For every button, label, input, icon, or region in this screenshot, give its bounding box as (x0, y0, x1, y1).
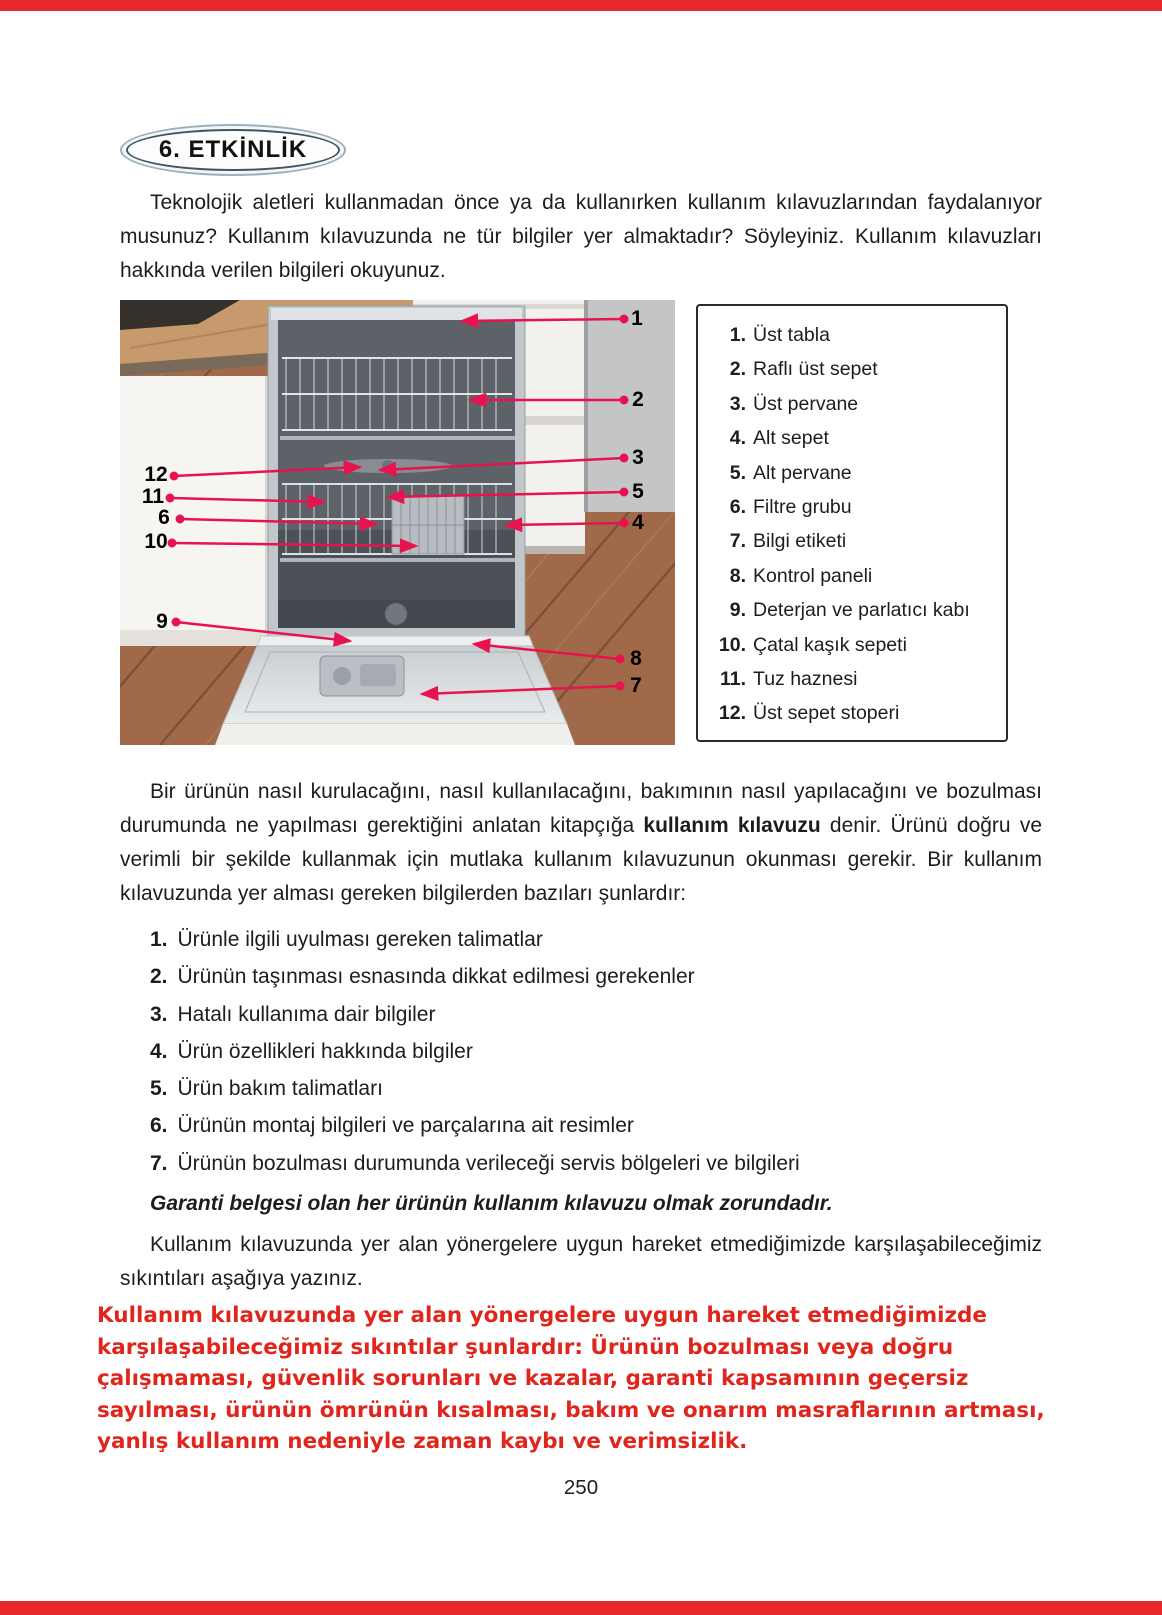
list-number: 7. (150, 1151, 168, 1175)
legend-number: 9. (729, 599, 746, 622)
warranty-emphasis-line: Garanti belgesi olan her ürünün kullanım kılavuzu olmak zorundadır. (150, 1192, 833, 1215)
legend-label: Bilgi etiketi (753, 530, 847, 553)
page-number: 250 (563, 1476, 599, 1499)
legend-item (706, 318, 998, 352)
list-item (150, 1145, 1042, 1182)
legend-number: 1. (729, 324, 746, 346)
callout-number-10: 10 (144, 530, 168, 553)
definition-part2: denir. Ürünü doğru ve verimli bir şekilde kullanmak için mutlaka kullanım kılavuzunun okunması gerekir. Bir kullanım kılavuzunda yer alması gereken bilgilerden bazıları şunlardır: (120, 814, 1042, 905)
legend-item (706, 696, 998, 730)
callout-number-3: 3 (632, 446, 644, 469)
legend-label: Raflı üst sepet (753, 358, 878, 381)
parts-legend (696, 304, 1008, 742)
callout-number-2: 2 (632, 388, 644, 411)
list-text: Ürün özellikleri hakkında bilgiler (177, 1039, 473, 1063)
exercise-prompt: Kullanım kılavuzunda yer alan yönergelere uygun hareket etmediğimizde karşılaşabileceğimiz sıkıntıları aşağıya yazınız. (120, 1233, 1042, 1290)
dishwasher-illustration (120, 300, 675, 745)
legend-number: 2. (729, 358, 746, 381)
callout-number-8: 8 (630, 647, 642, 670)
legend-label: Üst pervane (753, 392, 859, 415)
legend-label: Çatal kaşık sepeti (753, 633, 907, 656)
legend-label: Alt pervane (753, 461, 852, 484)
legend-label: Üst sepet stoperi (753, 702, 900, 725)
legend-label: Tuz haznesi (753, 668, 858, 691)
list-item (150, 958, 1042, 995)
legend-item (706, 524, 998, 558)
legend-number: 3. (729, 392, 746, 415)
list-text: Ürünün taşınması esnasında dikkat edilmesi gerekenler (177, 965, 695, 989)
legend-item (706, 593, 998, 627)
list-item (150, 1070, 1042, 1107)
activity-badge-inner (126, 129, 340, 171)
legend-number: 10. (718, 633, 746, 656)
list-number: 5. (150, 1077, 168, 1101)
callout-number-6: 6 (158, 506, 170, 529)
legend-item (706, 352, 998, 386)
legend-number: 4. (729, 427, 746, 450)
legend-label: Deterjan ve parlatıcı kabı (753, 599, 970, 622)
callout-number-11: 11 (141, 485, 165, 508)
legend-label: Filtre grubu (753, 496, 852, 519)
legend-item (706, 387, 998, 421)
manual-contents-list (150, 921, 1042, 1182)
list-number: 6. (150, 1114, 168, 1138)
list-text: Ürün bakım talimatları (177, 1077, 383, 1101)
dishwasher-figure (120, 300, 1042, 747)
intro-paragraph: Teknolojik aletleri kullanmadan önce ya da kullanırken kullanım kılavuzlarından faydalanıyor musunuz? Kullanım kılavuzunda ne tür bilgiler yer almaktadır? Söyleyiniz. Kullanım kılavuzları hakkında verilen bilgileri okuyunuz. (120, 191, 1042, 282)
legend-item (706, 559, 998, 593)
callout-number-7: 7 (630, 674, 642, 697)
list-number: 4. (150, 1039, 168, 1063)
activity-badge (120, 124, 346, 176)
list-number: 2. (150, 965, 168, 989)
callout-number-4: 4 (632, 511, 644, 534)
activity-badge-label: 6. ETKİNLİK (158, 136, 308, 163)
list-number: 1. (150, 928, 168, 951)
legend-item (706, 628, 998, 662)
definition-part1: Bir ürünün nasıl kurulacağını, nasıl kullanılacağını, bakımının nasıl yapılacağını ve bozulması durumunda ne yapılması gerektiğini anlatan kitapçığa (120, 780, 1042, 837)
callout-number-1: 1 (631, 307, 643, 330)
legend-item (706, 490, 998, 524)
bottom-edge-bar (0, 1601, 1162, 1615)
legend-number: 8. (729, 564, 746, 587)
legend-number: 7. (729, 530, 746, 553)
student-answer-text: Kullanım kılavuzunda yer alan yönergelere uygun hareket etmediğimizde karşılaşabileceğimiz sıkıntılar şunlardır: Ürünün bozulması veya doğru çalışmaması, güvenlik sorunları ve kazalar, garanti kapsamının geçersiz sayılması, ürünün ömrünün kısalması, bakım ve onarım masraflarının artması, yanlış kullanım nedeniyle zaman kaybı ve verimsizlik. (97, 1303, 1045, 1454)
definition-paragraph (120, 775, 1042, 911)
list-item (150, 921, 1042, 958)
list-text: Ürünün bozulması durumunda verileceği servis bölgeleri ve bilgileri (177, 1151, 800, 1175)
legend-number: 11. (719, 668, 746, 691)
legend-number: 12. (718, 702, 746, 725)
legend-item (706, 421, 998, 455)
list-number: 3. (150, 1002, 168, 1026)
legend-label: Üst tabla (753, 324, 830, 346)
callout-number-12: 12 (144, 463, 168, 486)
legend-number: 6. (729, 496, 746, 519)
list-item (150, 996, 1042, 1033)
legend-label: Kontrol paneli (753, 564, 873, 587)
legend-item (706, 456, 998, 490)
list-text: Hatalı kullanıma dair bilgiler (177, 1002, 436, 1026)
legend-number: 5. (729, 461, 746, 484)
top-edge-bar (0, 0, 1162, 11)
list-item (150, 1107, 1042, 1144)
legend-label: Alt sepet (753, 427, 829, 450)
legend-item (706, 662, 998, 696)
dishwasher-photo (120, 300, 675, 745)
callout-number-9: 9 (156, 610, 168, 633)
callout-number-5: 5 (632, 480, 644, 503)
definition-bold-term: kullanım kılavuzu (643, 814, 821, 837)
list-text: Ürünün montaj bilgileri ve parçalarına ait resimler (177, 1114, 634, 1138)
list-item (150, 1033, 1042, 1070)
list-text: Ürünle ilgili uyulması gereken talimatlar (177, 928, 543, 951)
